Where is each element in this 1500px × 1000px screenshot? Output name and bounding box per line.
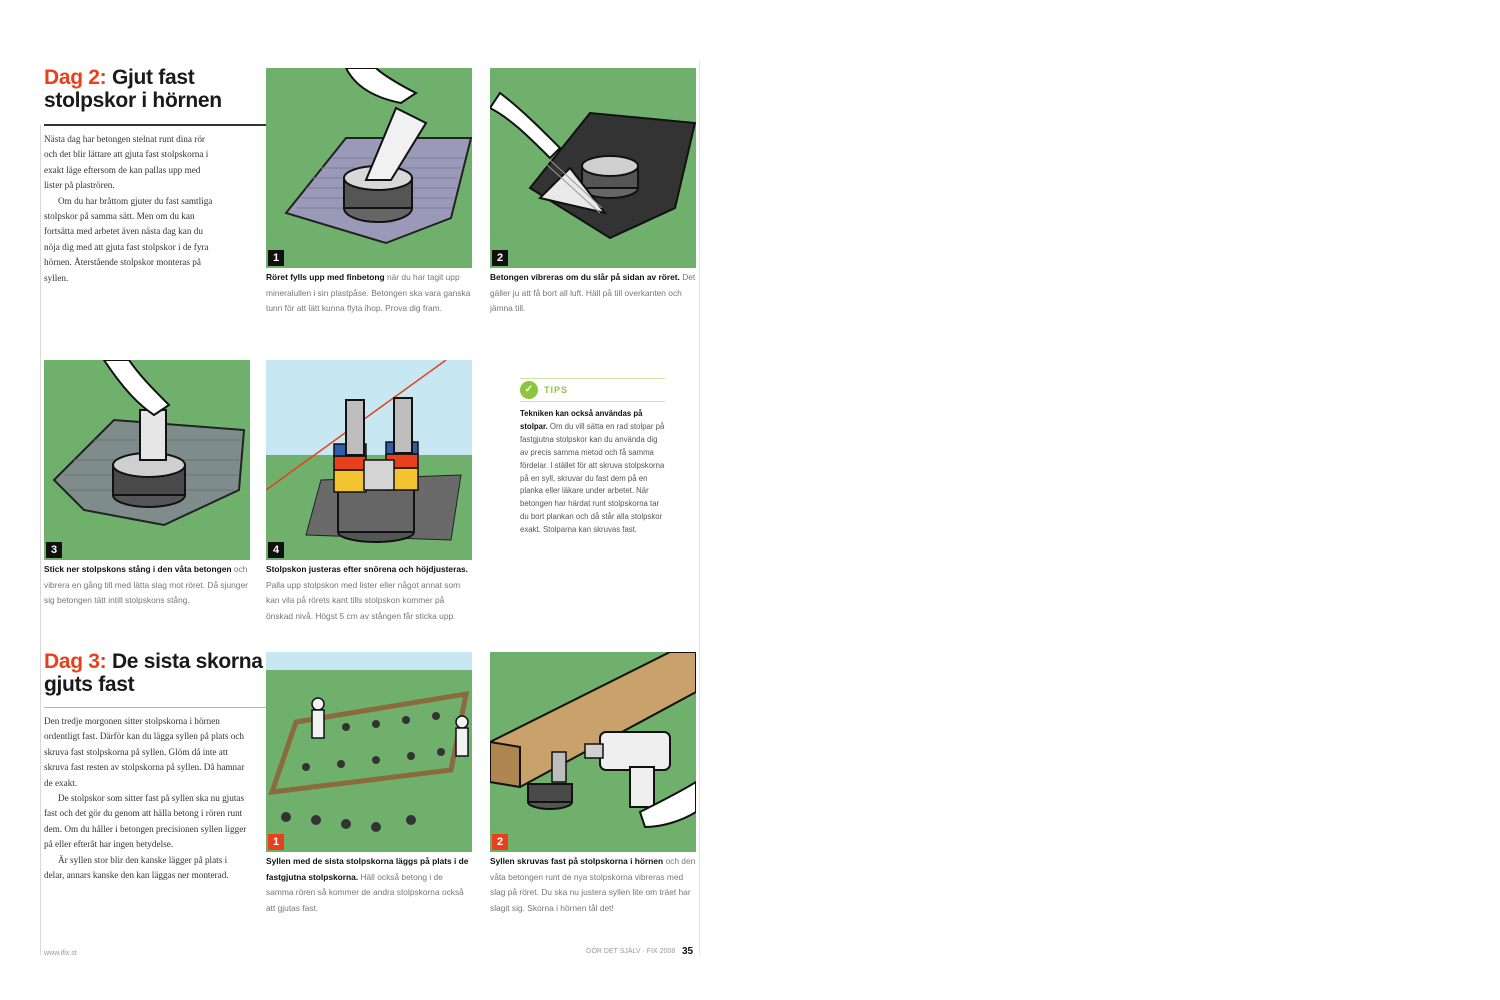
- tips-header: [520, 378, 665, 402]
- insert-post-anchor-illustration: [44, 360, 250, 560]
- heading-rule: [44, 124, 266, 126]
- step-caption-text: och den våta betongen runt de nya stolpskorna vibreras med slag på röret. Du ska nu justera syllen lite om träet har slagit sig. Skorna i hörnen tål det!: [490, 856, 696, 913]
- body-paragraph: De stolpskor som sitter fast på syllen ska nu gjutas fast och det gör du genom att hälla betong i rören runt dem. Om du håller i betongen precisionen syllen ligger på eller efteråt har ingen betydelse.: [44, 793, 247, 850]
- body-paragraph: Den tredje morgonen sitter stolpskorna i hörnen ordentligt fast. Därför kan du lägga syllen på plats och skruva fast stolpskorna på syllen. Glöm då inte att skruva fast resten av stolpskorna på syllen. Då hamnar de exakt.: [44, 716, 245, 788]
- step-caption: [266, 854, 472, 916]
- step-number-badge: 2: [492, 834, 508, 850]
- step-caption-bold: Stick ner stolpskons stång i den våta betongen: [44, 564, 232, 574]
- tips-body: Om du vill sätta en rad stolpar på fastgjutna stolpskor kan du använda dig av precis samma metod och få samma fördelar. I stället för att skruva stolpskorna på en syll, skruvar du fast dem på en planka eller läkare under arbetet. När betongen har härdat runt stolpskorna tar du bort plankan och då står alla stolpskor exakt. Stolparna kan skruvas fast.: [520, 421, 665, 535]
- place-sill-illustration: [266, 652, 472, 852]
- body-paragraph: Om du har bråttom gjuter du fast samtliga stolpskor på samma sätt. Men om du kan fortsätta med arbetet även nästa dag kan du nöja dig med att gjuta fast stolpskor i de fyra hörnen. Återstående stolpskor monteras på syllen.: [44, 195, 213, 283]
- body-paragraph: Är syllen stor blir den kanske lägger på plats i delar, annars kanske den kan läggas ner monterad.: [44, 854, 229, 881]
- heading-rule: [44, 707, 266, 708]
- screw-sill-illustration: [490, 652, 696, 852]
- step-caption-bold: Syllen med de sista stolpskorna läggs på plats i de fastgjutna stolpskorna.: [266, 856, 469, 882]
- step-caption-bold: Betongen vibreras om du slår på sidan av röret.: [490, 272, 680, 282]
- section-heading-day2: [44, 66, 269, 112]
- step-number-badge: 3: [46, 542, 62, 558]
- step-caption: [266, 270, 472, 317]
- page-number: 35: [682, 946, 694, 957]
- step-caption-bold: Syllen skruvas fast på stolpskorna i hörnen: [490, 856, 664, 866]
- pour-concrete-illustration: [266, 68, 472, 268]
- tips-label: TIPS: [544, 385, 569, 395]
- page-edge-divider: [699, 60, 700, 955]
- section-body-day2: [44, 132, 220, 286]
- step-caption-text: när du har tagit upp mineralullen i sin plastpåse. Betongen ska vara ganska tunn för att lätt kunna flyta ihop. Prova dig fram.: [266, 272, 471, 314]
- step-caption: [44, 562, 250, 609]
- tips-icon: ✓: [520, 381, 538, 399]
- body-paragraph: Nästa dag har betongen stelnat runt dina rör och det blir lättare att gjuta fast stolpskorna i exakt läge eftersom de kan pallas upp med lister på plaströren.: [44, 134, 209, 191]
- step-number-badge: 1: [268, 834, 284, 850]
- step-number-badge: 4: [268, 542, 284, 558]
- tips-bold: Tekniken kan också användas på stolpar.: [520, 409, 643, 431]
- step-caption-bold: Stolpskon justeras efter snörena och höjdjusteras.: [266, 564, 468, 574]
- step-caption-text: och vibrera en gång till med lätta slag mot röret. Då sjunger sig betongen tätt intill stolpskons stång.: [44, 564, 248, 606]
- illustration-step-1: [266, 68, 472, 268]
- step-caption: [490, 270, 696, 317]
- footer-magazine: GÖR DET SJÄLV · FIX 2008: [586, 948, 676, 955]
- footer-url: www.ifix.st: [44, 950, 77, 957]
- section-heading-day3: [44, 650, 269, 696]
- step-number-badge: 1: [268, 250, 284, 266]
- step-caption-bold: Röret fylls upp med finbetong: [266, 272, 385, 282]
- section-title: Gjut fast stolpskor i hörnen: [44, 66, 222, 112]
- step-number-badge: 2: [492, 250, 508, 266]
- illustration-step-5: [266, 652, 472, 852]
- section-body-day3: [44, 714, 249, 883]
- illustration-step-6: [490, 652, 696, 852]
- step-caption-text: Häll också betong i de samma rören så kommer de andra stolpskorna också att gjutas fast.: [266, 871, 464, 913]
- illustration-step-2: [490, 68, 696, 268]
- section-title: De sista skorna gjuts fast: [44, 650, 263, 696]
- column-divider-left: [40, 125, 41, 955]
- vibrate-concrete-illustration: [490, 68, 696, 268]
- day-label: Dag 2:: [44, 66, 107, 89]
- step-caption-text: Det gäller ju att få bort all luft. Häll på till overkanten och jämna till.: [490, 272, 696, 314]
- tips-box: [520, 378, 665, 537]
- illustration-step-3: [44, 360, 250, 560]
- day-label: Dag 3:: [44, 650, 107, 673]
- tips-text: [520, 408, 665, 537]
- step-caption: [266, 562, 472, 624]
- step-caption-text: Palla upp stolpskon med lister eller något annat som kan vila på rörets kant tills stolpskon kommer på önskad nivå. Högst 5 cm av stången får sticka upp.: [266, 579, 461, 621]
- step-caption: [490, 854, 696, 916]
- adjust-post-anchor-illustration: [266, 360, 472, 560]
- illustration-step-4: [266, 360, 472, 560]
